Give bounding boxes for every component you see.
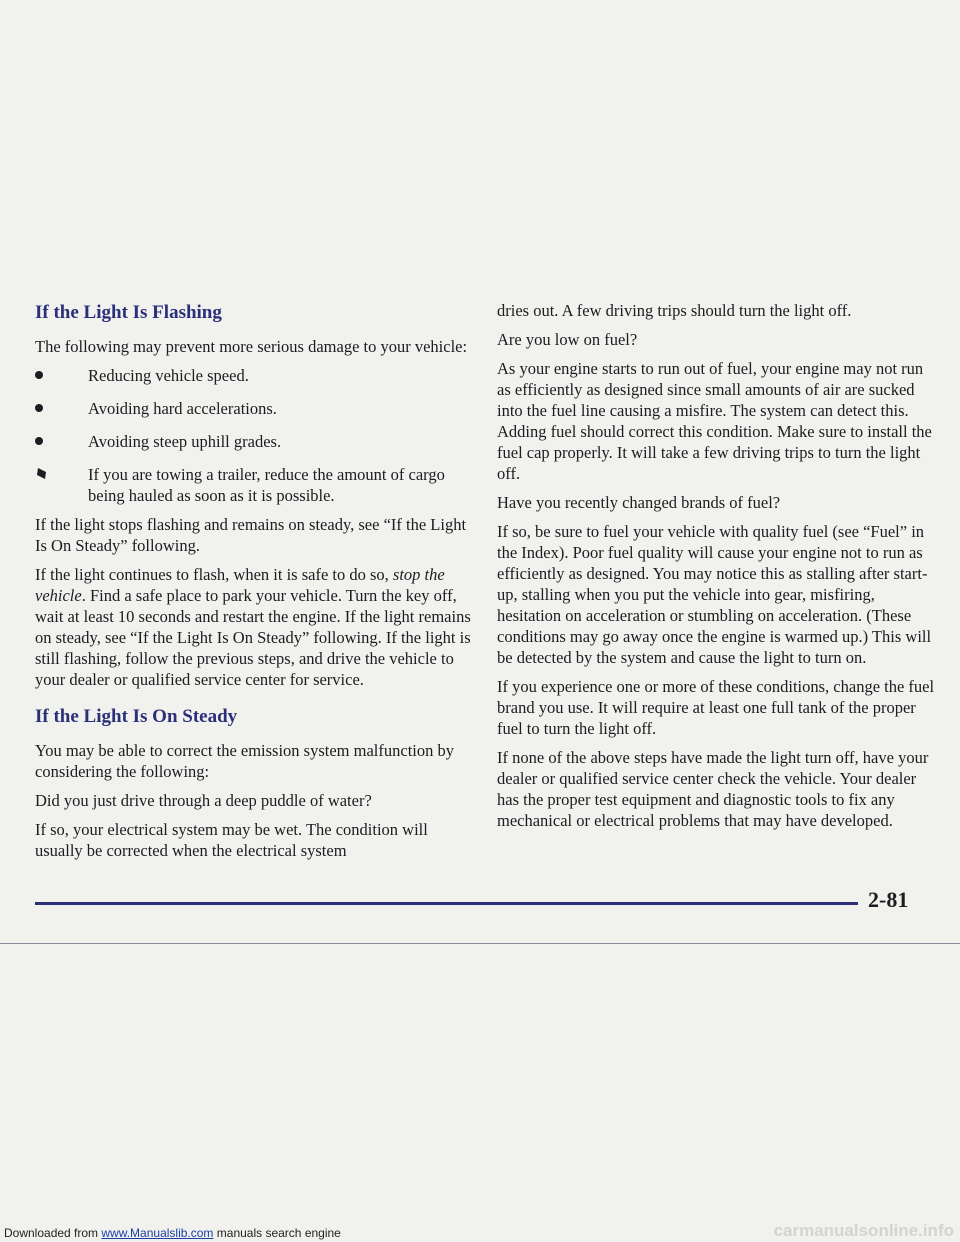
dries-paragraph: dries out. A few driving trips should turn the light off. (497, 301, 852, 320)
wet-paragraph: If so, your electrical system may be wet. The condition will usually be corrected when the electrical system (35, 820, 428, 860)
bullet-item: Avoiding hard accelerations. (35, 398, 475, 419)
bullet-item: Avoiding steep uphill grades. (35, 431, 475, 452)
stop-vehicle-emphasis: stop the vehicle (35, 565, 445, 605)
page-rule (35, 902, 858, 905)
manualslib-link[interactable]: www.Manualslib.com (101, 1226, 214, 1240)
quality-paragraph: If so, be sure to fuel your vehicle with quality fuel (see “Fuel” in the Index). Poor fuel quality will cause your engine not to run as efficiently as designed. You may notice this as stalling after start-up, stalling when you put the vehicle into gear, misfiring, hesitation on acceleration or stumbling on acceleration. (These conditions may go away once the engine is warmed up.) This will be detected by the system and cause the light to turn on. (497, 522, 932, 667)
experience-paragraph: If you experience one or more of these conditions, change the fuel brand you use. It will require at least one full tank of the proper fuel to turn the light off. (497, 677, 935, 738)
brands-paragraph: Have you recently changed brands of fuel? (497, 493, 781, 512)
trailer-icon (35, 467, 48, 481)
bullet-dot-icon (35, 404, 43, 412)
bullet-item: Reducing vehicle speed. (35, 365, 475, 386)
puddle-paragraph: Did you just drive through a deep puddle of water? (35, 791, 372, 810)
correct-paragraph: You may be able to correct the emission system malfunction by considering the following: (35, 741, 454, 781)
footer-download-note: Downloaded from www.Manualslib.com manuals search engine (4, 1226, 341, 1240)
intro-paragraph: The following may prevent more serious damage to your vehicle: (35, 337, 468, 356)
bullet-dot-icon (35, 371, 43, 379)
steady-paragraph: If the light stops flashing and remains on steady, see “If the Light Is On Steady” following. (35, 515, 467, 555)
low-fuel-paragraph: Are you low on fuel? (497, 330, 638, 349)
run-out-paragraph: As your engine starts to run out of fuel, your engine may not run as efficiently as designed since small amounts of air are sucked into the fuel line causing a misfire. The system can detect this. Adding fuel should correct this condition. Make sure to install the fuel cap properly. It will take a few driving trips to turn the light off. (497, 359, 932, 483)
left-column (35, 300, 475, 869)
none-paragraph: If none of the above steps have made the light turn off, have your dealer or qualified service center check the vehicle. Your dealer has the proper test equipment and diagnostic tools to fix any mechanical or electrical problems that may have developed. (497, 748, 929, 830)
bullet-list (35, 365, 475, 452)
watermark: carmanualsonline.info (773, 1221, 954, 1240)
heading-light-steady: If the Light Is On Steady (35, 706, 238, 727)
heading-light-flashing: If the Light Is Flashing (35, 302, 222, 323)
bullet-dot-icon (35, 437, 43, 445)
continue-paragraph: If the light continues to flash, when it is safe to do so, stop the vehicle. Find a safe place to park your vehicle. Turn the key off, wait at least 10 seconds and restart the engine. If the light remains on steady, see “If the Light Is On Steady” following. If the light is still flashing, follow the previous steps, and drive the vehicle to your dealer or qualified service center for service. (35, 565, 471, 689)
page-number: 2-81 (868, 887, 909, 912)
towing-item: If you are towing a trailer, reduce the amount of cargo being hauled as soon as it is possible. (35, 464, 475, 506)
right-column (497, 300, 937, 839)
scan-edge-line (0, 943, 960, 944)
